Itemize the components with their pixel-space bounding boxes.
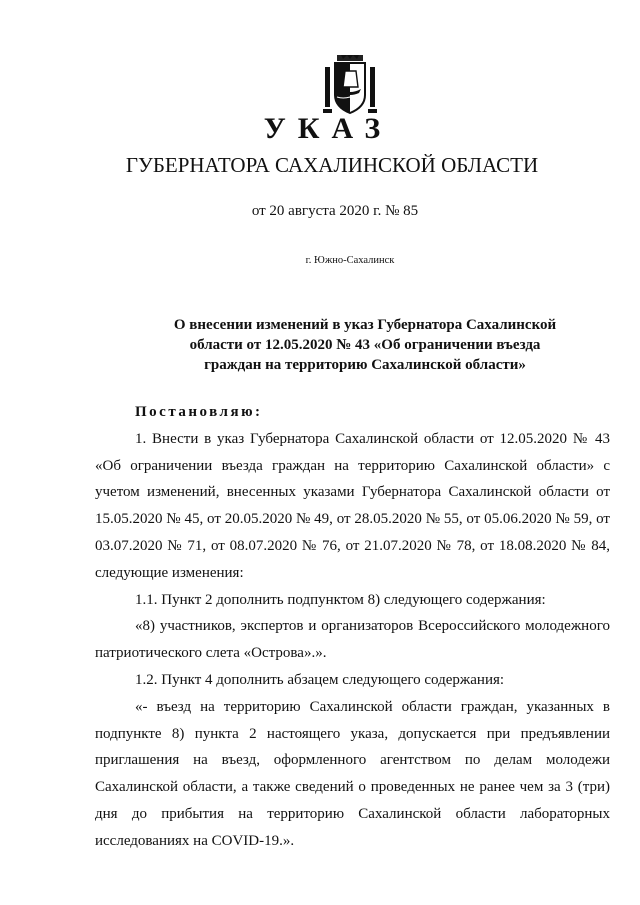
document-heading bbox=[130, 315, 600, 375]
heading-line: граждан на территорию Сахалинской области» bbox=[204, 357, 526, 373]
document-subtitle: ГУБЕРНАТОРА САХАЛИНСКОЙ ОБЛАСТИ bbox=[125, 153, 539, 177]
paragraph: 1. Внести в указ Губернатора Сахалинской области от 12.05.2020 № 43 «Об ограничении въезда граждан на территорию Сахалинской области» с учетом изменений, внесенных указами Губернатора Сахалинской области от 15.05.2020 № 45, от 20.05.2020 № 49, от 28.05.2020 № 55, от 05.06.2020 № 59, от 03.07.2020 № 71, от 08.07.2020 № 76, от 21.07.2020 № 78, от 18.08.2020 № 84, следующие изменения: bbox=[95, 430, 610, 581]
document-title: УКАЗ bbox=[263, 112, 393, 145]
paragraph: «- въезд на территорию Сахалинской области граждан, указанных в подпункте 8) пункта 2 настоящего указа, допускается при предъявлении приглашения на въезд, оформленного агентством по делам молодежи Сахалинской области, а также сведений о проведенных не ранее чем за 3 (три) дня до прибытия на территорию Сахалинской области лабораторных исследованиях на COVID-19.». bbox=[95, 698, 610, 849]
paragraph: 1.1. Пункт 2 дополнить подпунктом 8) следующего содержания: bbox=[135, 591, 546, 608]
sakhalin-coat-of-arms-icon bbox=[323, 55, 377, 115]
decree-word: Постановляю: bbox=[135, 404, 263, 420]
document-date: от 20 августа 2020 г. № 85 bbox=[251, 203, 419, 219]
paragraph: «8) участников, экспертов и организаторов Всероссийского молодежного патриотического слета «Острова».». bbox=[95, 618, 610, 662]
document-body bbox=[95, 399, 610, 855]
document-city: г. Южно-Сахалинск bbox=[305, 255, 395, 266]
heading-line: О внесении изменений в указ Губернатора Сахалинской bbox=[173, 317, 557, 333]
paragraph: 1.2. Пункт 4 дополнить абзацем следующего содержания: bbox=[135, 671, 505, 688]
heading-line: области от 12.05.2020 № 43 «Об ограничении въезда bbox=[189, 337, 541, 353]
